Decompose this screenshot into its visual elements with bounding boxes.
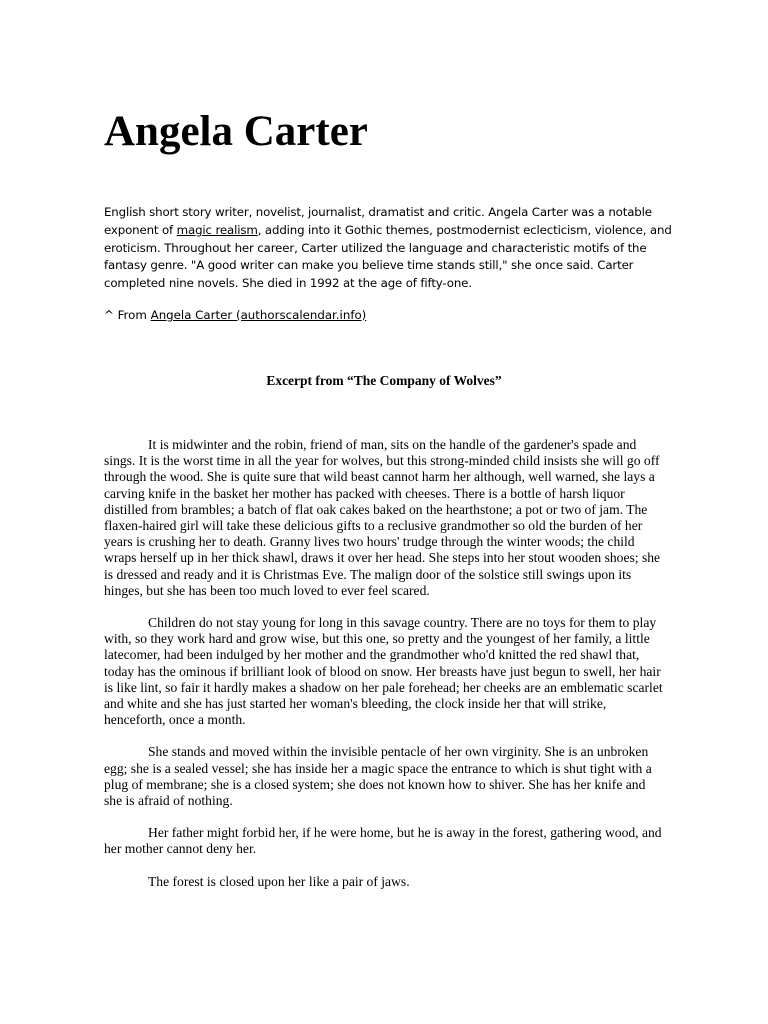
excerpt-paragraph: It is midwinter and the robin, friend of man, sits on the handle of the gardener's spade and sings. It is the worst time in all the year for wolves, but this strong-minded child insists she will go off through the wood. She is quite sure that wild beast cannot harm her although, well warned, she lays a carving knife in the basket her mother has packed with cheeses. There is a bottle of harsh liquor distilled from brambles; a batch of flat oak cakes baked on the hearthstone; a pot or two of jam. The flaxen-haired girl will take these delicious gifts to a reclusive grandmother so old the burden of her years is crushing her to death. Granny lives two hours' trudge through the winter woods; the child wraps herself up in her thick shawl, draws it over her head. She steps into her stout wooden shoes; she is dressed and ready and it is Christmas Eve. The malign door of the solstice still swings upon its hinges, but she has been too much loved to ever feel scared. (104, 437, 661, 598)
excerpt-paragraph: The forest is closed upon her like a pair of jaws. (148, 873, 410, 889)
source-link[interactable]: Angela Carter (authorscalendar.info) (150, 308, 367, 322)
author-intro (104, 204, 676, 293)
excerpt-paragraph: Children do not stay young for long in this savage country. There are no toys for them to play with, so they work hard and grow wise, but this one, so pretty and the youngest of her family, a little latecomer, had been indulged by her mother and the grandmother who'd knitted the red shawl that, today has the ominous if brilliant look of blood on snow. Her breasts have just begun to swell, her hair is like lint, so fair it hardly makes a shadow on her pale forehead; her cheeks are an emblematic scarlet and white and she has just started her woman's bleeding, the clock inside her that will strike, henceforth, once a month. (104, 615, 663, 728)
magic-realism-link[interactable]: magic realism (176, 222, 258, 237)
excerpt-paragraph: Her father might forbid her, if he were home, but he is away in the forest, gathering wood, and her mother cannot deny her. (104, 825, 662, 857)
page-title: Angela Carter (104, 108, 368, 155)
source-line (104, 306, 366, 324)
source-prefix: ^ From (104, 308, 151, 322)
excerpt-paragraph: She stands and moved within the invisible pentacle of her own virginity. She is an unbroken egg; she is a sealed vessel; she has inside her a magic space the entrance to which is shut tight with a plug of membrane; she is a closed system; she does not known how to shiver. She has her knife and she is afraid of nothing. (104, 744, 652, 809)
intro-text-start: English short story writer, novelist, journalist, dramatist and critic. Angela Carter was a notable exponent of (104, 205, 652, 237)
intro-text-end: , adding into it Gothic themes, postmodernist eclecticism, violence, and eroticism. Throughout her career, Carter utilized the language and characteristic motifs of the fantasy genre. "A good writer can make you believe time stands still," she once said. Carter completed nine novels. She died in 1992 at the age of fifty-one. (104, 222, 672, 291)
excerpt-body (104, 437, 666, 906)
excerpt-heading: Excerpt from “The Company of Wolves” (266, 373, 502, 388)
